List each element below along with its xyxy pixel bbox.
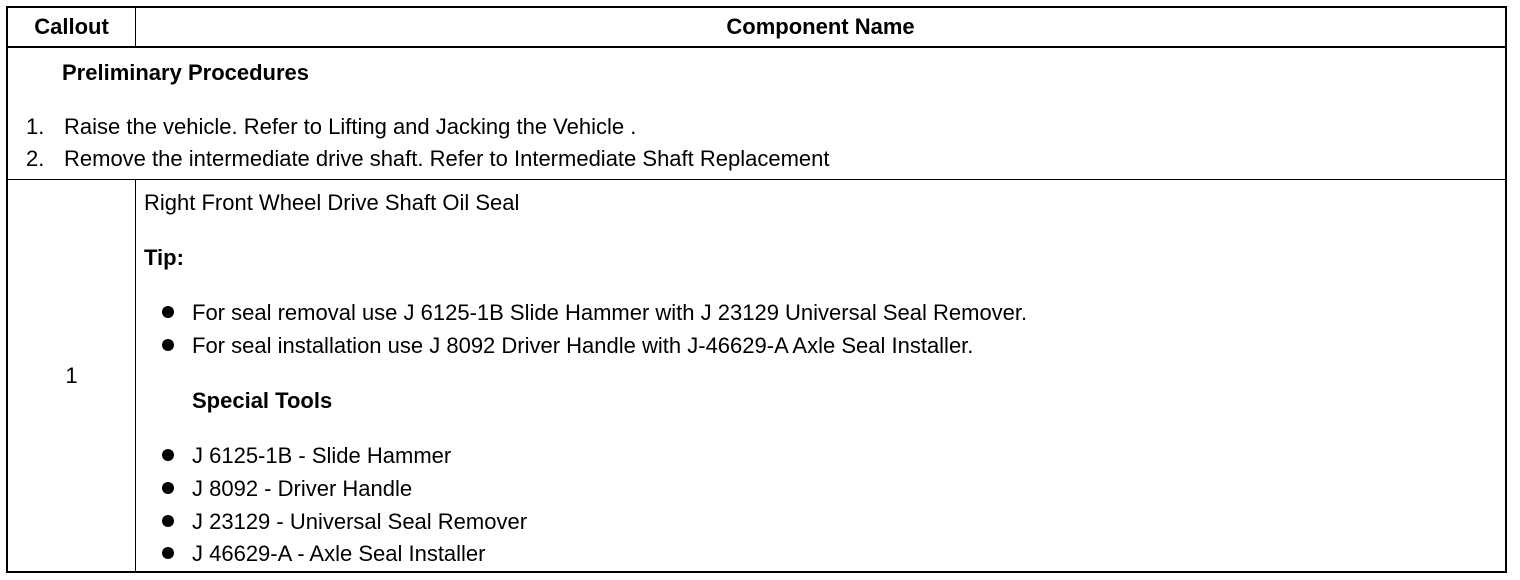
bullet-icon xyxy=(162,306,174,318)
bullet-icon xyxy=(162,547,174,559)
special-tools-label: Special Tools xyxy=(192,388,333,413)
tip-item: For seal installation use J 8092 Driver Handle with J-46629-A Axle Seal Installer. xyxy=(192,333,974,358)
table-row xyxy=(8,180,1505,571)
step-text: Raise the vehicle. Refer to Lifting and Jacking the Vehicle . xyxy=(64,114,637,139)
tool-item: J 23129 - Universal Seal Remover xyxy=(192,509,528,534)
table-header xyxy=(8,8,1505,48)
bullet-icon xyxy=(162,339,174,351)
bullet-icon xyxy=(162,482,174,494)
tool-item: J 6125-1B - Slide Hammer xyxy=(192,443,452,468)
tip-item: For seal removal use J 6125-1B Slide Hammer with J 23129 Universal Seal Remover. xyxy=(192,300,1028,325)
tip-label: Tip: xyxy=(144,245,184,270)
row-component xyxy=(144,180,1505,571)
component-table xyxy=(6,6,1507,573)
preliminary-procedures xyxy=(8,48,1505,180)
procedure-step xyxy=(26,114,636,140)
tool-item: J 46629-A - Axle Seal Installer xyxy=(192,541,486,566)
step-number: 2. xyxy=(26,146,45,171)
tool-item: J 8092 - Driver Handle xyxy=(192,476,413,501)
preliminary-title: Preliminary Procedures xyxy=(62,60,310,85)
header-component-name: Component Name xyxy=(726,14,915,39)
bullet-icon xyxy=(162,449,174,461)
row-callout: 1 xyxy=(8,180,136,571)
component-title: Right Front Wheel Drive Shaft Oil Seal xyxy=(144,190,520,215)
procedure-step xyxy=(26,146,830,172)
step-number: 1. xyxy=(26,114,45,139)
header-callout: Callout xyxy=(8,8,136,46)
step-text: Remove the intermediate drive shaft. Refer to Intermediate Shaft Replacement xyxy=(64,146,830,171)
bullet-icon xyxy=(162,515,174,527)
